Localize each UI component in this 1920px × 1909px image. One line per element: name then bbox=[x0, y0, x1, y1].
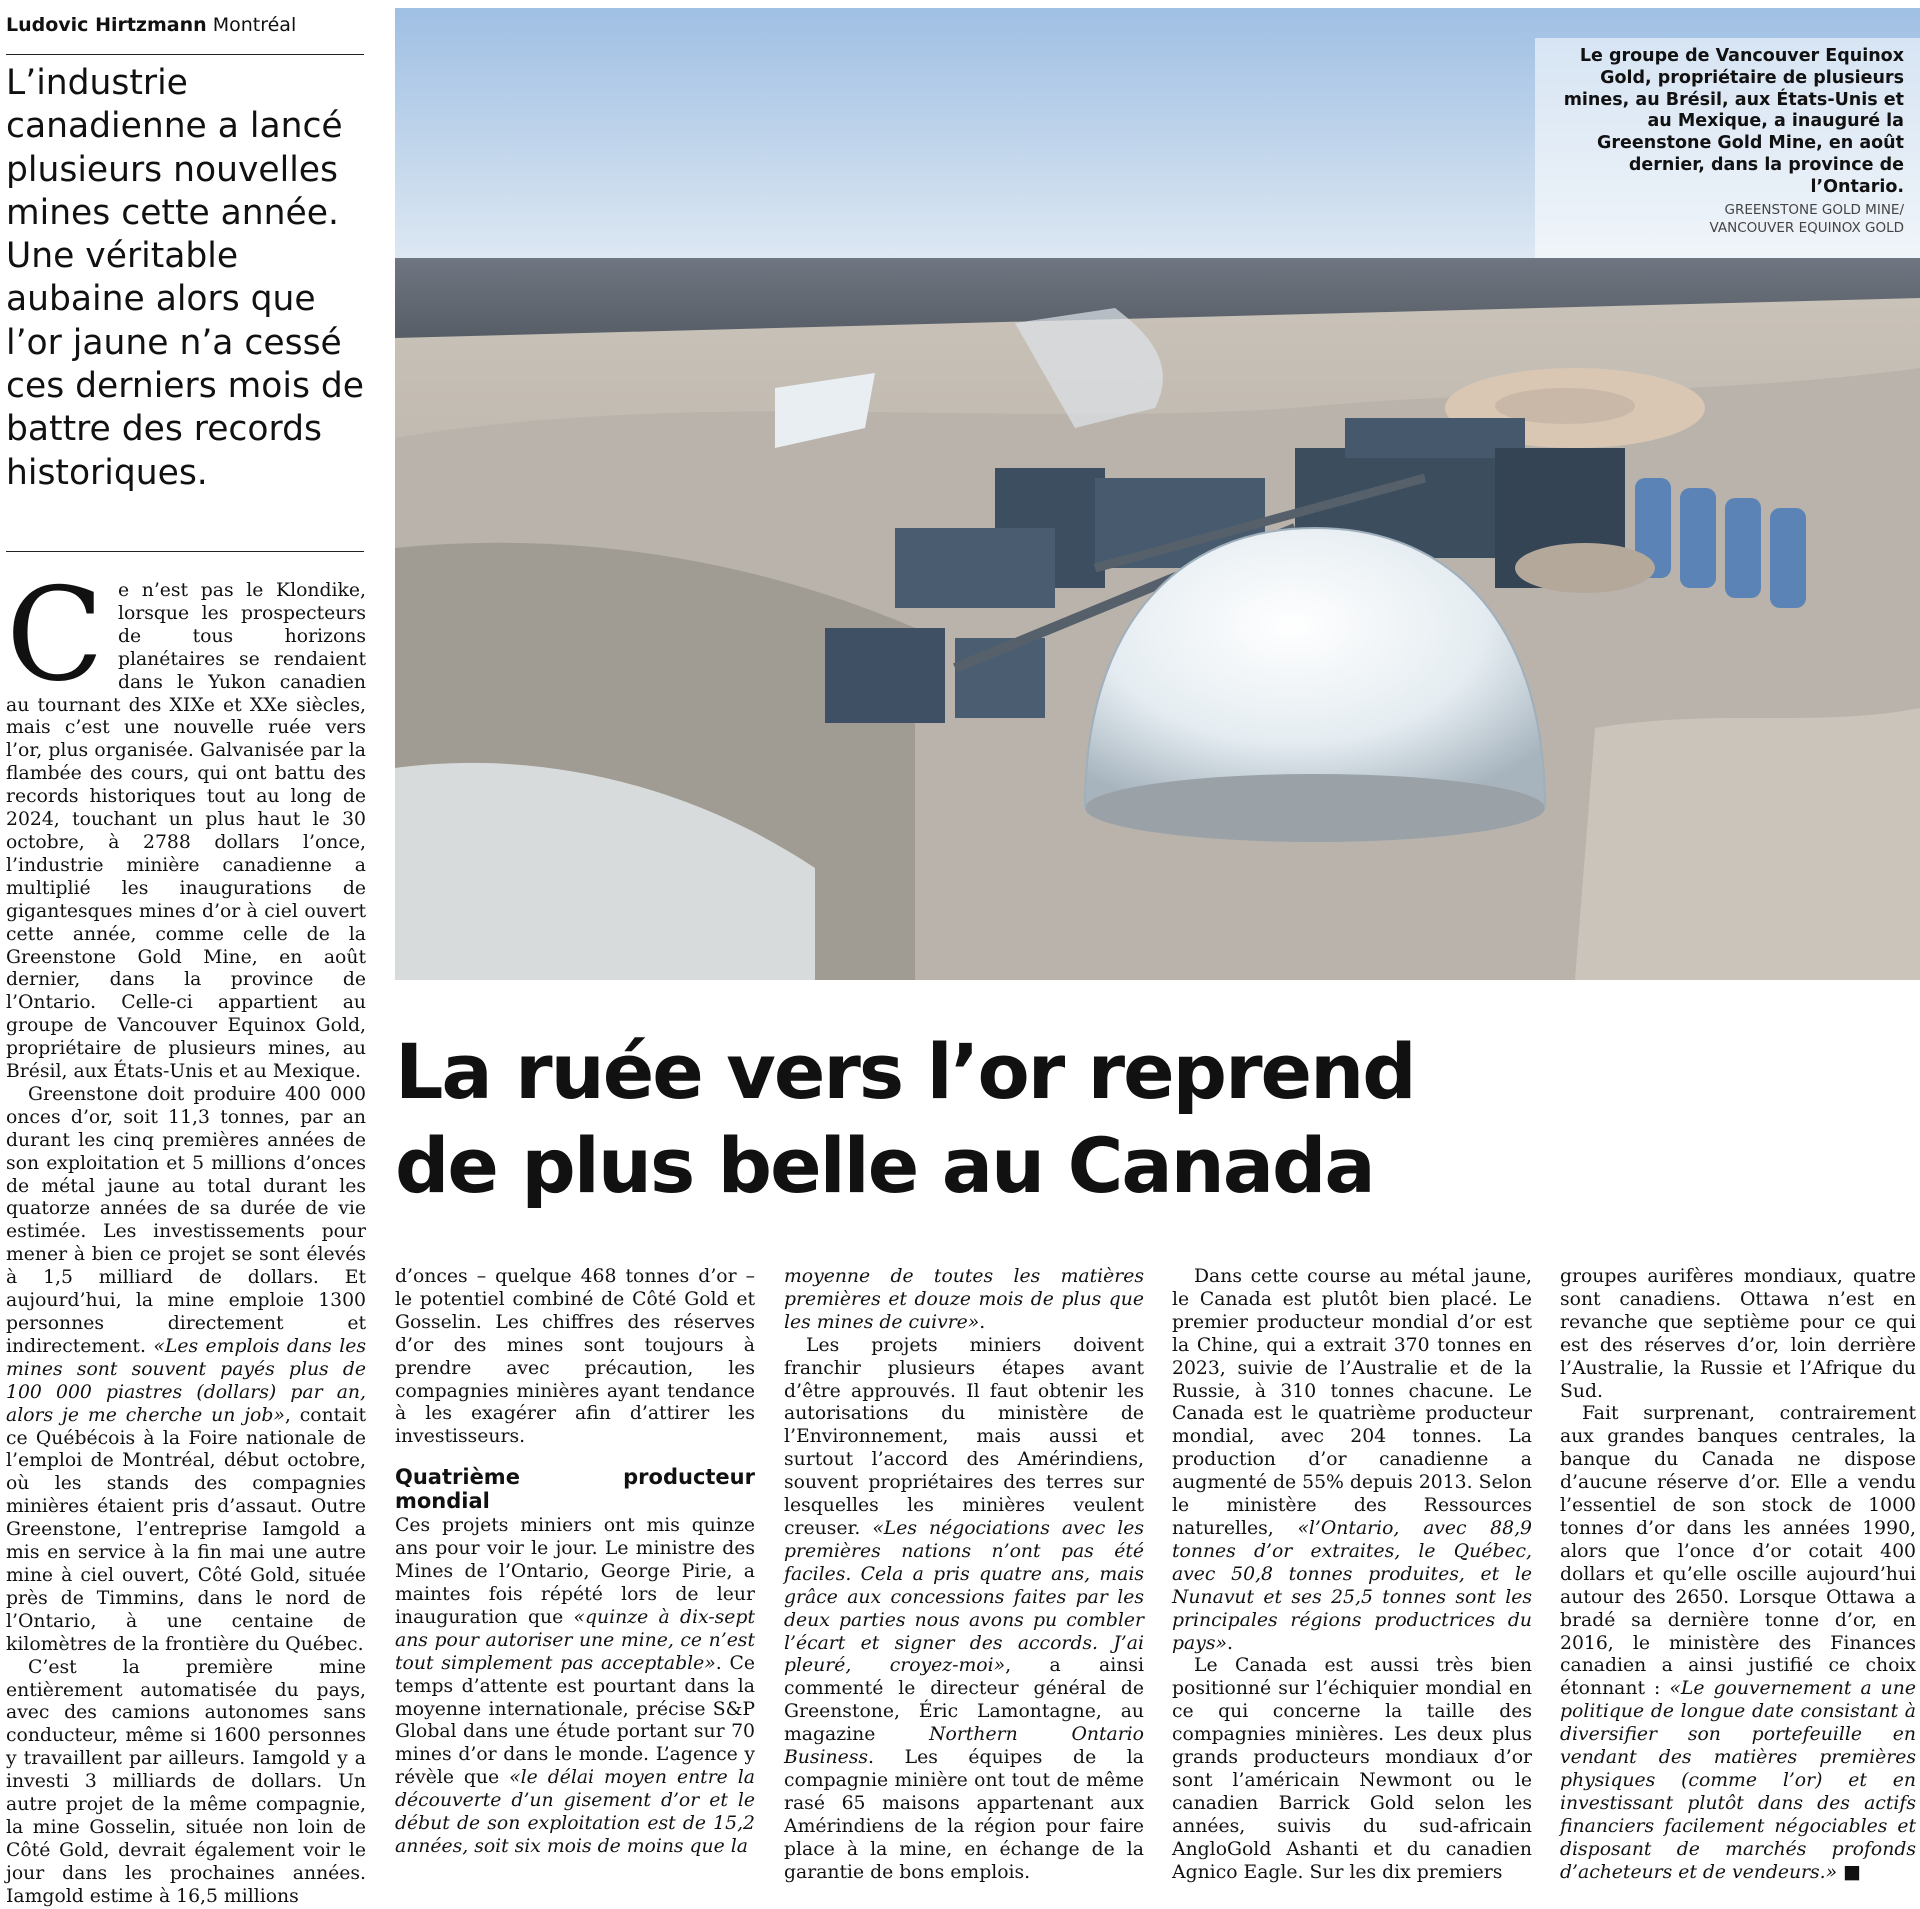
caption-text: Le groupe de Vancouver Equinox Gold, propriétaire de plusieurs mines, au Brésil, aux États-Unis et au Mexique, a inauguré la Greenstone Gold Mine, en août dernier, dans la province de l’Ontario. bbox=[1563, 46, 1904, 197]
photo-credit bbox=[1544, 201, 1904, 237]
drop-cap: C bbox=[6, 561, 104, 710]
paragraph-3: C’est la première mine entièrement automatisée du pays, avec des camions autonomes sans conducteur, même si 1600 personnes y travaillent par ailleurs. Iamgold y a investi 3 milliards de dollars. Un autre projet de la même compagnie, la mine Gosselin, située non loin de Côté Gold, devrait également voir le jour dans les prochaines années. Iamgold estime à 16,5 millions bbox=[6, 1656, 366, 1907]
paragraph-7: Les projets miniers doivent franchir plusieurs étapes avant d’être approuvés. Il faut obtenir les autorisations du ministère de l’Environnement, mais aussi et surtout l’accord des Amérindiens, souvent propriétaires des terres sur lesquelles les minières veulent creuser. «Les négociations avec les premières nations n’ont pas été faciles. Cela a pris quatre ans, mais grâce aux concessions faites par les deux parties nous avons pu combler l’écart et signer des accords. J’ai pleuré, croyez-moi», a ainsi commenté le directeur général de Greenstone, Éric Lamontagne, au magazine Northern Ontario Business. Les équipes de la compagnie minière ont tout de même rasé 65 maisons appartenant aux Amérindiens de la région pour faire place à la mine, en échange de la garantie de bons emplois. bbox=[784, 1334, 1144, 1883]
headline-line1: La ruée vers l’or reprend bbox=[395, 1027, 1415, 1116]
headline-line2: de plus belle au Canada bbox=[395, 1121, 1374, 1210]
paragraph-9: Le Canada est aussi très bien positionné sur l’échiquier mondial en ce qui concerne la taille des compagnies minières. Les deux plus grands producteurs mondiaux d’or sont l’américain Newmont ou le canadien Barrick Gold selon les années, suivis du sud-africain AngloGold Ashanti et du canadien Agnico Eagle. Sur les dix premiers bbox=[1172, 1655, 1532, 1883]
paragraph-5: Ces projets miniers ont mis quinze ans pour voir le jour. Le ministre des Mines de l’Ontario, George Pirie, a maintes fois répété lors de leur inauguration que «quinze à dix-sept ans pour autoriser une mine, ce n’est tout simplement pas acceptable». Ce temps d’attente est pourtant dans la moyenne internationale, précise S&P Global dans une étude portant sur 70 mines d’or dans le monde. L’agence y révèle que «le délai moyen entre la découverte d’un gisement d’or et le début de son exploitation est de 15,2 années, soit six mois de moins que la bbox=[395, 1515, 755, 1857]
column-1 bbox=[6, 561, 366, 1909]
column-4 bbox=[1172, 1266, 1532, 1884]
byline bbox=[6, 14, 366, 36]
photo-caption bbox=[1544, 46, 1904, 237]
headline bbox=[395, 1025, 1695, 1213]
byline-author: Ludovic Hirtzmann bbox=[6, 14, 207, 36]
paragraph-11: Fait surprenant, contrairement aux grandes banques centrales, la banque du Canada ne dispose d’aucune réserve d’or. Elle a vendu l’essentiel de son stock de 1000 tonnes d’or dans les années 1990, alors que l’once d’or cotait 400 dollars et qu’elle oscille aujourd’hui autour des 2650. Lorsque Ottawa a bradé sa dernière tonne d’or, en 2016, le ministère des Finances canadien a ainsi justifié ce choix étonnant : «Le gouvernement a une politique de longue date consistant à diversifier son portefeuille en vendant des matières premières physiques (comme l’or) et en investissant plutôt dans des actifs financiers facilement négociables et disposant de marchés profonds d’acheteurs et de vendeurs.» ■ bbox=[1560, 1403, 1916, 1883]
photo-credit-line1: GREENSTONE GOLD MINE/ bbox=[1724, 201, 1904, 218]
rule-bottom bbox=[6, 551, 364, 552]
lede: L’industrie canadienne a lancé plusieurs nouvelles mines cette année. Une véritable aubaine alors que l’or jaune n’a cessé ces derniers mois de battre des records historiques. bbox=[6, 63, 365, 493]
paragraph-2: Greenstone doit produire 400 000 onces d’or, soit 11,3 tonnes, par an durant les cinq premières années de son exploitation et 5 millions d’onces de métal jaune au total durant les quatorze années de sa durée de vie estimée. Les investissements pour mener à bien ce projet se sont élevés à 1,5 milliard de dollars. Et aujourd’hui, la mine emploie 1300 personnes directement et indirectement. «Les emplois dans les mines sont souvent payés plus de 100 000 piastres (dollars) par an, alors je me cherche un job», contait ce Québécois à la Foire nationale de l’emploi de Montréal, début octobre, où les stands des compagnies minières étaient pris d’assaut. Outre Greenstone, l’entreprise Iamgold a mis en service à la fin mai une autre mine à ciel ouvert, Côté Gold, située près de Timmins, dans le nord de l’Ontario, à une centaine de kilomètres de la frontière du Québec. bbox=[6, 1083, 366, 1655]
column-5 bbox=[1560, 1266, 1916, 1884]
rule-top bbox=[6, 54, 364, 55]
end-mark: ■ bbox=[1837, 1861, 1861, 1883]
paragraph-6: moyenne de toutes les matières premières et douze mois de plus que les mines de cuivre». bbox=[784, 1266, 1144, 1333]
column-2 bbox=[395, 1266, 755, 1859]
paragraph-8: Dans cette course au métal jaune, le Canada est plutôt bien placé. Le premier producteur mondial d’or est la Chine, qui a extrait 370 tonnes en 2023, suivie de l’Australie et de la Russie, à 310 tonnes chacune. Le Canada est le quatrième producteur mondial, avec 204 tonnes. La production d’or canadienne a augmenté de 55% depuis 2013. Selon le ministère des Ressources naturelles, «l’Ontario, avec 88,9 tonnes d’or extraites, le Québec, avec 50,8 tonnes produites, et le Nunavut et ses 25,5 tonnes sont les principales régions productrices du pays». bbox=[1172, 1266, 1532, 1654]
byline-place: Montréal bbox=[212, 14, 297, 36]
paragraph-10: groupes aurifères mondiaux, quatre sont canadiens. Ottawa n’est en revanche que septième pour ce qui est des réserves d’or, loin derrière l’Australie, la Russie et l’Afrique du Sud. bbox=[1560, 1266, 1916, 1402]
paragraph-1: Ce n’est pas le Klondike, lorsque les prospecteurs de tous horizons planétaires se rendaient dans le Yukon canadien au tournant des XIXe et XXe siècles, mais c’est une nouvelle ruée vers l’or, plus organisée. Galvanisée par la flambée des cours, qui ont battu des records historiques tout au long de 2024, touchant un plus haut le 30 octobre, à 2788 dollars l’once, l’industrie minière canadienne a multiplié les inaugurations de gigantesques mines d’or à ciel ouvert cette année, comme celle de la Greenstone Gold Mine, en août dernier, dans la province de l’Ontario. Celle-ci appartient au groupe de Vancouver Equinox Gold, propriétaire de plusieurs mines, au Brésil, aux États-Unis et au Mexique. bbox=[6, 561, 366, 1083]
photo-credit-line2: VANCOUVER EQUINOX GOLD bbox=[1709, 219, 1904, 236]
paragraph-4: d’onces – quelque 468 tonnes d’or – le potentiel combiné de Côté Gold et Gosselin. Les chiffres des réserves d’or des mines sont toujours à prendre avec précaution, les compagnies minières ayant tendance à les exagérer afin d’attirer les investisseurs. bbox=[395, 1266, 755, 1448]
column-3 bbox=[784, 1266, 1144, 1884]
subheading: Quatrième producteur mondial bbox=[395, 1465, 755, 1514]
